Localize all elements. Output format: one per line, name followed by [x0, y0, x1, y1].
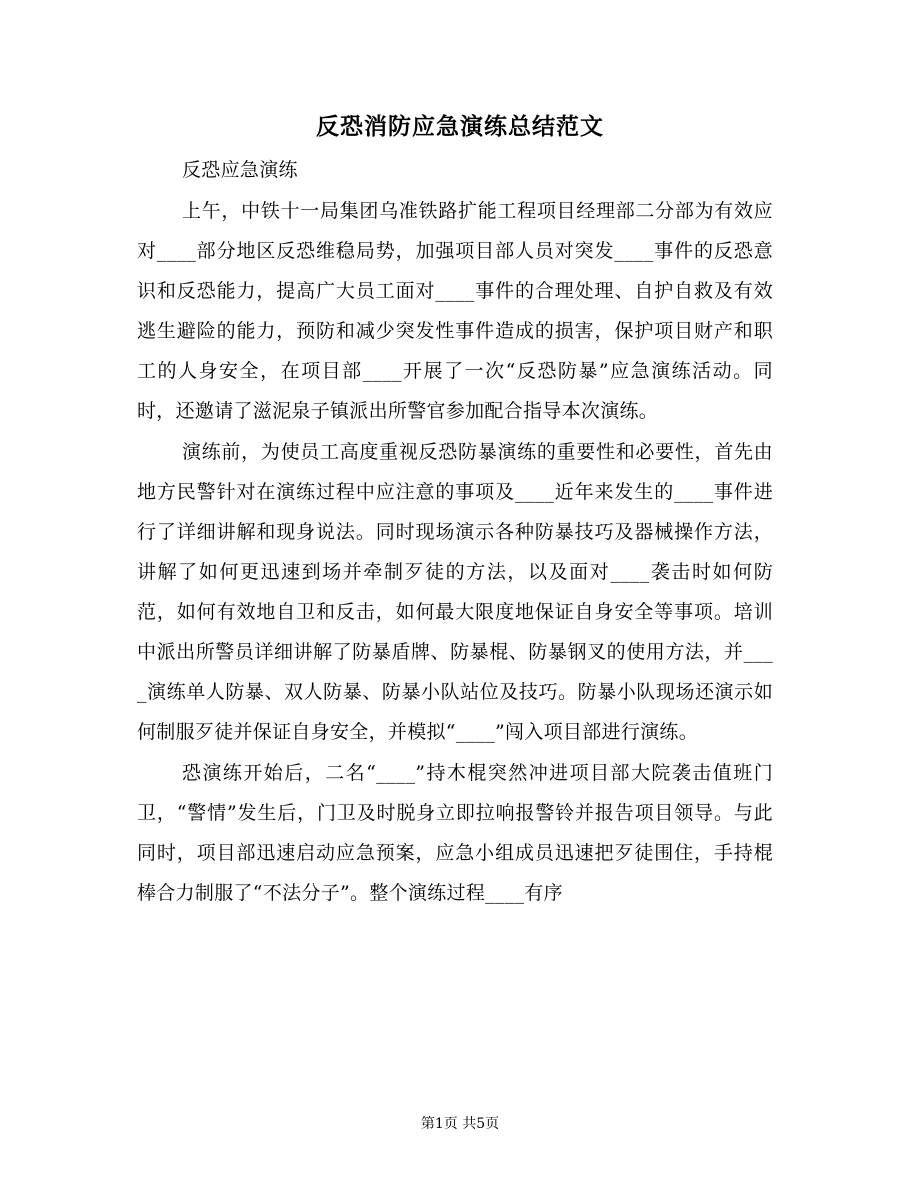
document-body — [137, 150, 773, 913]
paragraph-3: 恐演练开始后，二名“____”持木棍突然冲进项目部大院袭击值班门卫，“警情”发生后，门卫及时脱身立即拉响报警铃并报告项目领导。与此同时，项目部迅速启动应急预案，应急小组成员迅速把歹徒围住，手持棍棒合力制服了“不法分子”。整个演练过程____有序 — [137, 762, 773, 904]
paragraph-subtitle: 反恐应急演练 — [182, 159, 298, 181]
document-title: 反恐消防应急演练总结范文 — [316, 113, 604, 140]
page-number-footer: 第1页 共5页 — [420, 1116, 500, 1132]
paragraph-2: 演练前，为使员工高度重视反恐防暴演练的重要性和必要性，首先由地方民警针对在演练过程中应注意的事项及____近年来发生的____事件进行了详细讲解和现身说法。同时现场演示各种防暴技巧及器械操作方法，讲解了如何更迅速到场并牵制歹徒的方法，以及面对____袭击时如何防范，如何有效地自卫和反击，如何最大限度地保证自身安全等事项。培训中派出所警员详细讲解了防暴盾牌、防暴棍、防暴钢叉的使用方法，并____演练单人防暴、双人防暴、防暴小队站位及技巧。防暴小队现场还演示如何制服歹徒并保证自身安全，并模拟“____”闯入项目部进行演练。 — [137, 441, 773, 743]
paragraph-1: 上午，中铁十一局集团乌准铁路扩能工程项目经理部二分部为有效应对____部分地区反恐维稳局势，加强项目部人员对突发____事件的反恐意识和反恐能力，提高广大员工面对____事件的合理处理、自护自救及有效逃生避险的能力，预防和减少突发性事件造成的损害，保护项目财产和职工的人身安全，在项目部____开展了一次“反恐防暴”应急演练活动。同时，还邀请了滋泥泉子镇派出所警官参加配合指导本次演练。 — [137, 200, 773, 422]
